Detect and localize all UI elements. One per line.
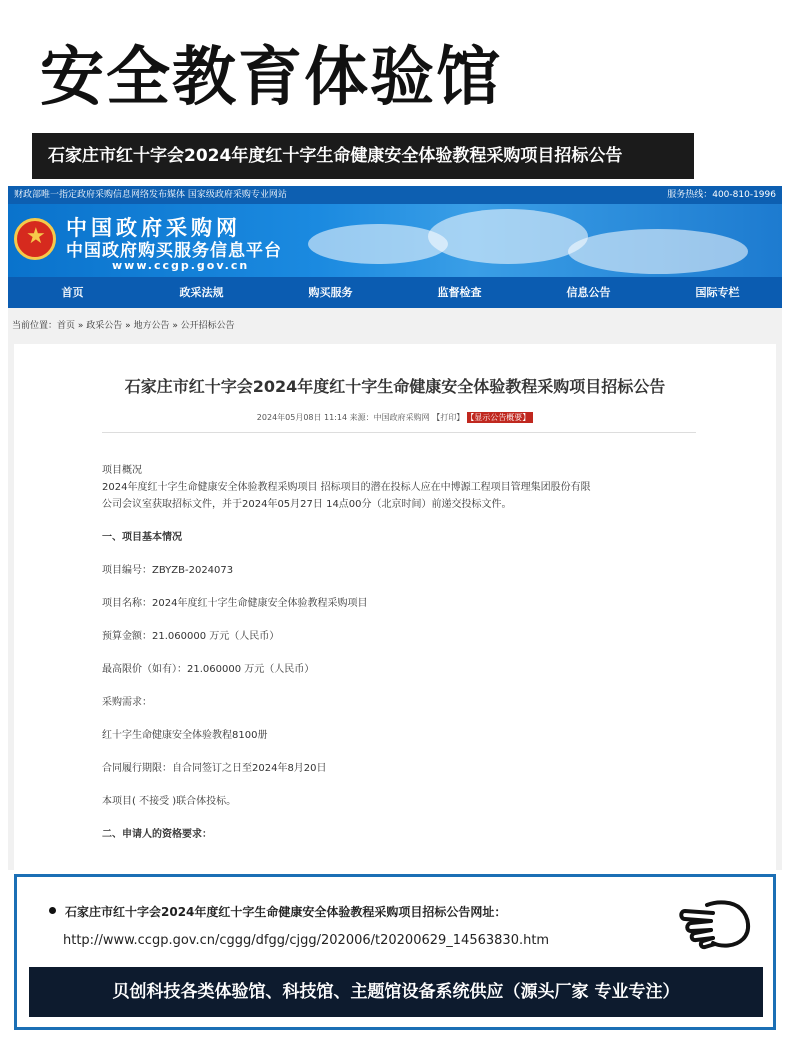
cloud-decoration — [428, 209, 588, 264]
nav-home[interactable]: 首页 — [61, 286, 84, 299]
bullet-icon — [49, 907, 56, 914]
overview-line: 公司会议室获取招标文件，并于2024年05月27日 14点00分（北京时间）前递交投标文件。 — [102, 499, 512, 510]
service-hotline: 服务热线：400-810-1996 — [667, 190, 776, 200]
link-box — [14, 874, 776, 1030]
article-body — [102, 462, 702, 843]
site-logo-title[interactable]: 中国政府采购网 — [66, 216, 241, 240]
article-panel — [14, 344, 776, 870]
budget-amount: 预算金额：21.060000 万元（人民币） — [102, 631, 280, 642]
website-screenshot — [8, 186, 782, 870]
consortium-note: 本项目( 不接受 )联合体投标。 — [102, 796, 237, 807]
site-topbar — [8, 186, 782, 204]
topbar-slogan: 财政部唯一指定政府采购信息网络发布媒体 国家级政府采购专业网站 — [14, 190, 287, 200]
contract-period: 合同履行期限：自合同签订之日至2024年8月20日 — [102, 763, 327, 774]
cloud-decoration — [308, 224, 448, 264]
announcement-url-link[interactable]: http://www.ccgp.gov.cn/cggg/dfgg/cjgg/202006/t20200629_14563830.htm — [63, 933, 550, 948]
site-header — [8, 204, 782, 277]
demand-text: 红十字生命健康安全体验教程8100册 — [102, 730, 268, 741]
footer-bar: 贝创科技各类体验馆、科技馆、主题馆设备系统供应（源头厂家 专业专注） — [29, 967, 763, 1017]
nav-supervision[interactable]: 监督检查 — [437, 286, 482, 299]
overview-line: 2024年度红十字生命健康安全体验教程采购项目 招标项目的潜在投标人应在中博源工程项目管理集团股份有限 — [102, 482, 591, 493]
national-emblem-icon — [14, 218, 56, 260]
project-number: 项目编号：ZBYZB-2024073 — [102, 565, 234, 576]
cloud-decoration — [568, 229, 748, 274]
site-logo-subtitle: 中国政府购买服务信息平台 — [66, 241, 282, 261]
article-meta — [14, 412, 776, 423]
site-logo-url: www.ccgp.gov.cn — [112, 259, 250, 272]
demand-heading: 采购需求： — [102, 697, 152, 708]
article-meta-text: 2024年05月08日 11:14 来源：中国政府采购网 【打印】 — [256, 413, 465, 422]
section-heading: 一、项目基本情况 — [102, 532, 182, 543]
page-heading: 安全教育体验馆 — [40, 41, 502, 115]
overview-heading: 项目概况 — [102, 465, 142, 476]
breadcrumb[interactable]: 当前位置：首页 » 政采公告 » 地方公告 » 公开招标公告 — [12, 321, 235, 331]
article-title: 石家庄市红十字会2024年度红十字生命健康安全体验教程采购项目招标公告 — [124, 377, 666, 396]
link-label: 石家庄市红十字会2024年度红十字生命健康安全体验教程采购项目招标公告网址： — [65, 905, 507, 919]
nav-regulations[interactable]: 政采法规 — [179, 286, 224, 299]
divider — [102, 432, 696, 433]
notice-banner: 石家庄市红十字会2024年度红十字生命健康安全体验教程采购项目招标公告 — [32, 133, 694, 179]
show-summary-button[interactable]: 【显示公告概要】 — [467, 412, 533, 423]
nav-announcements[interactable]: 信息公告 — [566, 286, 611, 299]
nav-international[interactable]: 国际专栏 — [695, 286, 740, 299]
max-price: 最高限价（如有）：21.060000 万元（人民币） — [102, 664, 315, 675]
section-heading: 二、申请人的资格要求： — [102, 829, 212, 840]
main-nav — [8, 277, 782, 308]
pointing-hand-icon — [677, 891, 755, 951]
project-name: 项目名称：2024年度红十字生命健康安全体验教程采购项目 — [102, 598, 368, 609]
nav-purchase-services[interactable]: 购买服务 — [308, 286, 353, 299]
